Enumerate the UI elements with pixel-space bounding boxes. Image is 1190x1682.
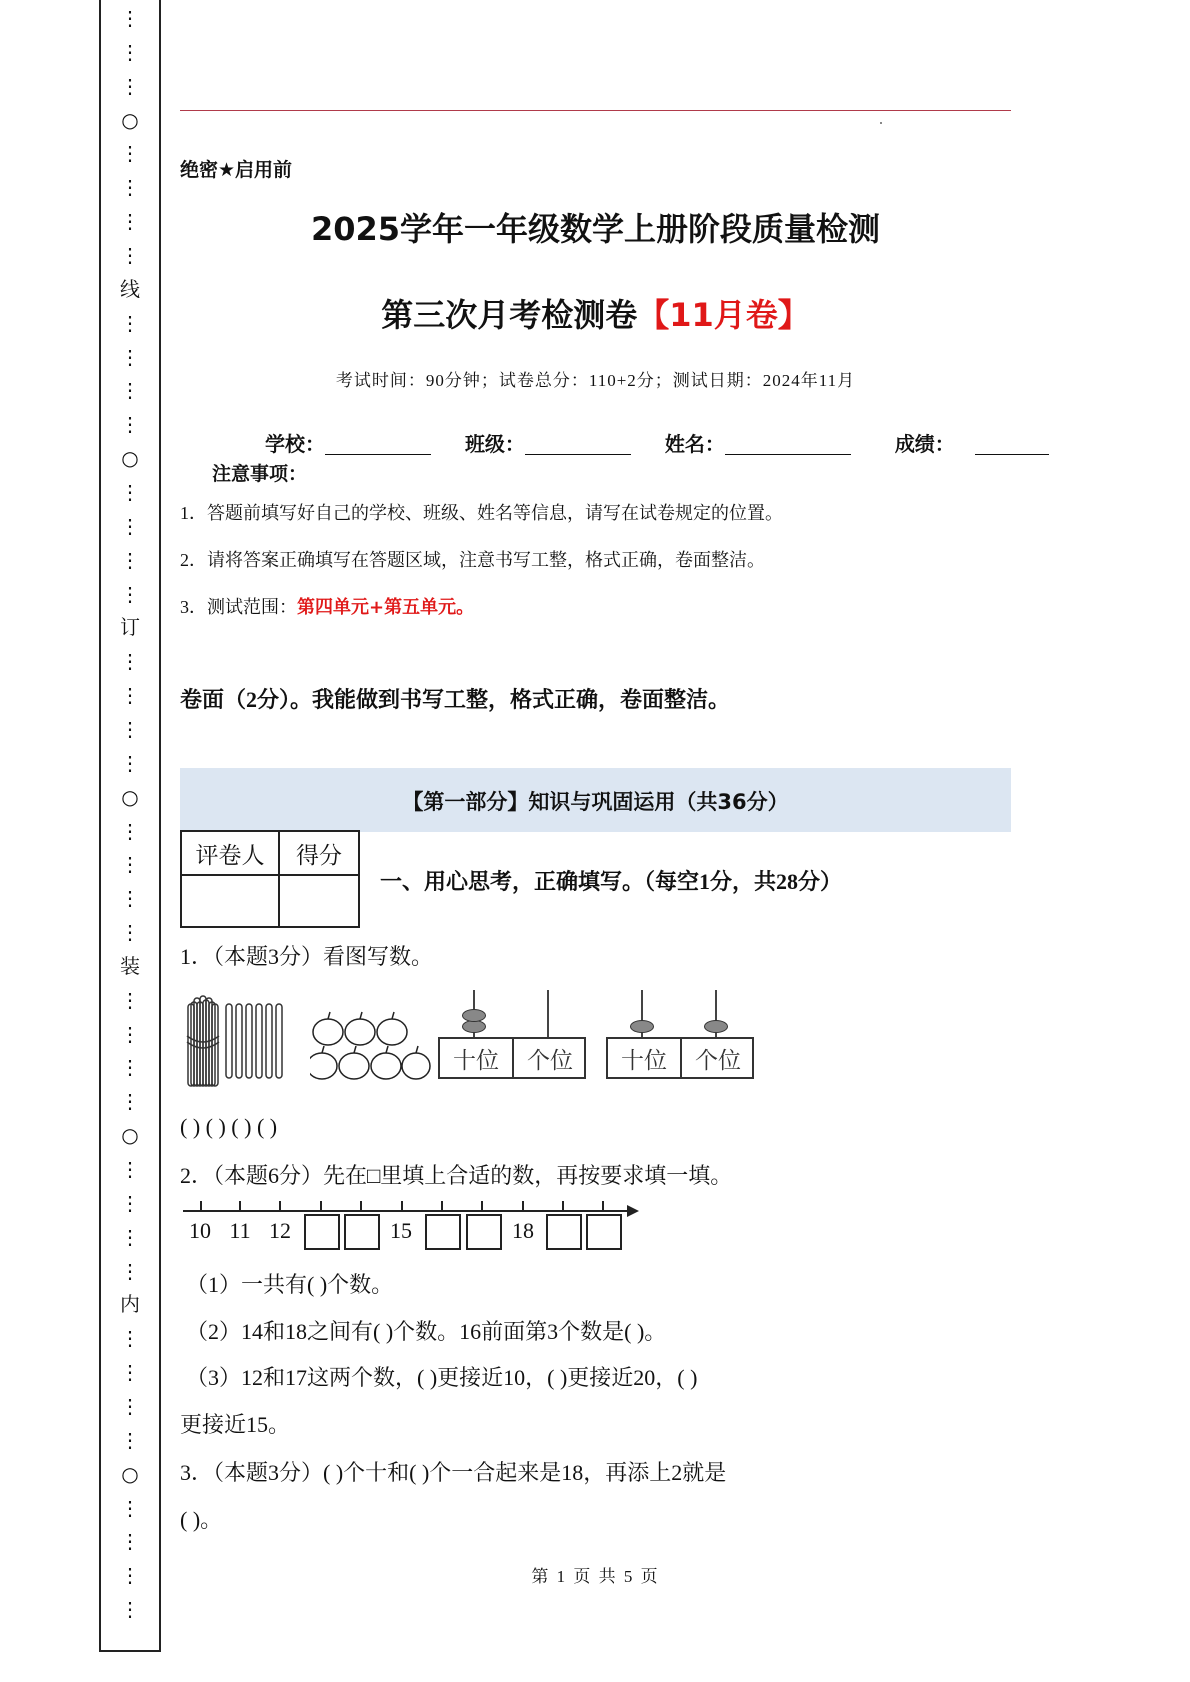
note-3-prefix: 3．测试范围： [180,597,297,617]
margin-dots: ⋮ [120,74,140,98]
subtitle-main: 第三次月考检测卷 [381,296,638,334]
margin-dots: ⋮ [120,548,140,572]
number-line-label: 12 [269,1218,291,1243]
class-field[interactable] [525,434,631,455]
part1-banner [180,768,1011,832]
margin-dots: ⋮ [120,514,140,538]
margin-dots: ⋮ [120,243,140,267]
margin-dots: ⋮ [120,683,140,707]
q2-part-3[interactable]: （3）12和17这两个数，( )更接近10，( )更接近20，( ) [186,1365,698,1390]
margin-label: 线 [120,277,140,301]
q2-prompt: 2．（本题6分）先在□里填上合适的数，再按要求填一填。 [180,1163,733,1188]
margin-dots: ⋮ [120,141,140,165]
q2-part-3-cont: 更接近15。 [180,1412,291,1437]
margin-dots: ⋮ [120,1529,140,1553]
number-line-label: 11 [229,1218,251,1243]
name-field[interactable] [725,434,851,455]
part1-title: 【第一部分】知识与巩固运用（共36分） [402,790,789,814]
margin-dots: ⋮ [120,480,140,504]
margin-dots: ⋮ [120,175,140,199]
margin-dots: ⋮ [120,6,140,30]
margin-dots: ⋮ [120,1022,140,1046]
abacus-2 [606,990,754,1100]
margin-dots: ⋮ [120,1428,140,1452]
number-line-tick [441,1201,443,1211]
abacus-1-ones-label: 个位 [527,1048,573,1073]
note-3 [180,593,474,619]
abacus-2-tens-bead [630,1020,654,1033]
number-line-box[interactable] [304,1214,340,1250]
score-label: 成绩： [894,432,955,456]
margin-label: 订 [120,615,140,639]
apples-picture [310,1010,432,1088]
abacus-1-tens-bead [462,1009,486,1022]
margin-dots: ⋮ [120,1394,140,1418]
number-line-box[interactable] [466,1214,502,1250]
margin-circle: ○ [121,108,139,132]
margin-dots: ⋮ [120,717,140,741]
number-line-tick [360,1201,362,1211]
margin-dots: ⋮ [120,1191,140,1215]
class-label: 班级： [464,432,525,456]
score-field[interactable] [975,434,1049,455]
margin-dots: ⋮ [120,345,140,369]
margin-dots: ⋮ [120,920,140,944]
neatness-statement: 卷面（2分）。我能做到书写工整，格式正确，卷面整洁。 [180,687,731,712]
margin-dots: ⋮ [120,1157,140,1181]
name-label: 姓名： [664,432,725,456]
number-line-tick [320,1201,322,1211]
margin-dots: ⋮ [120,1089,140,1113]
margin-circle: ○ [121,1462,139,1486]
margin-dots: ⋮ [120,1563,140,1587]
number-line-tick [200,1201,202,1211]
q2-part-1[interactable]: （1）一共有( )个数。 [186,1272,394,1297]
margin-dots: ⋮ [120,988,140,1012]
number-line-tick [602,1201,604,1211]
number-line-box[interactable] [586,1214,622,1250]
number-line-label: 18 [512,1218,534,1243]
number-line-label: 10 [189,1218,211,1243]
margin-dots: ⋮ [120,582,140,606]
abacus-1-tens-label: 十位 [453,1048,499,1073]
number-line-box[interactable] [344,1214,380,1250]
margin-label: 内 [120,1292,140,1316]
grader-cell[interactable] [181,875,279,927]
number-line-box[interactable] [425,1214,461,1250]
notes-title: 注意事项： [212,463,308,485]
margin-dots: ⋮ [120,1597,140,1621]
number-line-tick [239,1201,241,1211]
stray-dot [880,122,882,124]
subtitle-month: 【11月卷】 [637,296,810,334]
margin-circle: ○ [121,446,139,470]
note-2: 2．请将答案正确填写在答题区域，注意书写工整，格式正确，卷面整洁。 [180,550,765,570]
margin-dots: ⋮ [120,1259,140,1283]
margin-dots: ⋮ [120,1225,140,1249]
margin-dots: ⋮ [120,649,140,673]
number-line [180,1200,640,1250]
q3-prompt-cont[interactable]: ( )。 [180,1507,223,1532]
margin-label: 装 [120,954,140,978]
margin-dots: ⋮ [120,412,140,436]
page-footer: 第 1 页 共 5 页 [531,1567,660,1586]
sticks-picture [186,992,286,1088]
q1-answer-blanks[interactable]: ( ) ( ) ( ) ( ) [180,1114,278,1139]
margin-dots: ⋮ [120,378,140,402]
number-line-label: 15 [390,1218,412,1243]
abacus-1-ones-rod [547,990,549,1039]
number-line-axis [183,1210,633,1212]
margin-dots: ⋮ [120,1496,140,1520]
score-header: 得分 [279,831,359,875]
exam-title: 2025学年一年级数学上册阶段质量检测 [310,210,881,248]
margin-dots: ⋮ [120,40,140,64]
header-rule [180,110,1011,111]
exam-subtitle [180,290,1011,336]
info-row [265,428,1049,457]
margin-circle: ○ [121,785,139,809]
margin-dots: ⋮ [120,886,140,910]
abacus-2-ones-label: 个位 [695,1048,741,1073]
q3-prompt[interactable]: 3．（本题3分）( )个十和( )个一合起来是18，再添上2就是 [180,1460,727,1485]
margin-dots: ⋮ [120,1055,140,1079]
section-1-title: 一、用心思考，正确填写。（每空1分，共28分） [380,869,843,894]
grader-header: 评卷人 [181,831,279,875]
number-line-tick [401,1201,403,1211]
binding-margin-text [116,4,144,1644]
margin-dots: ⋮ [120,1326,140,1350]
secret-label: 绝密★启用前 [180,159,293,181]
abacus-1 [438,990,586,1100]
q2-part-2[interactable]: （2）14和18之间有( )个数。16前面第3个数是( )。 [186,1319,667,1344]
margin-dots: ⋮ [120,852,140,876]
margin-dots: ⋮ [120,819,140,843]
grader-table [180,830,360,928]
exam-meta: 考试时间：90分钟；试卷总分：110+2分；测试日期：2024年11月 [335,371,856,390]
number-line-arrow [627,1205,639,1217]
school-label: 学校： [265,432,325,456]
score-cell[interactable] [279,875,359,927]
school-field[interactable] [325,434,431,455]
abacus-2-ones-bead [704,1020,728,1033]
margin-dots: ⋮ [120,751,140,775]
number-line-tick [481,1201,483,1211]
note-3-scope: 第四单元+第五单元。 [297,597,475,618]
q1-prompt: 1．（本题3分）看图写数。 [180,944,434,969]
margin-dots: ⋮ [120,311,140,335]
margin-dots: ⋮ [120,1360,140,1384]
abacus-2-tens-label: 十位 [621,1048,667,1073]
number-line-tick [562,1201,564,1211]
note-1: 1．答题前填写好自己的学校、班级、姓名等信息，请写在试卷规定的位置。 [180,503,783,523]
margin-dots: ⋮ [120,209,140,233]
number-line-tick [279,1201,281,1211]
number-line-tick [522,1201,524,1211]
margin-circle: ○ [121,1123,139,1147]
number-line-box[interactable] [546,1214,582,1250]
